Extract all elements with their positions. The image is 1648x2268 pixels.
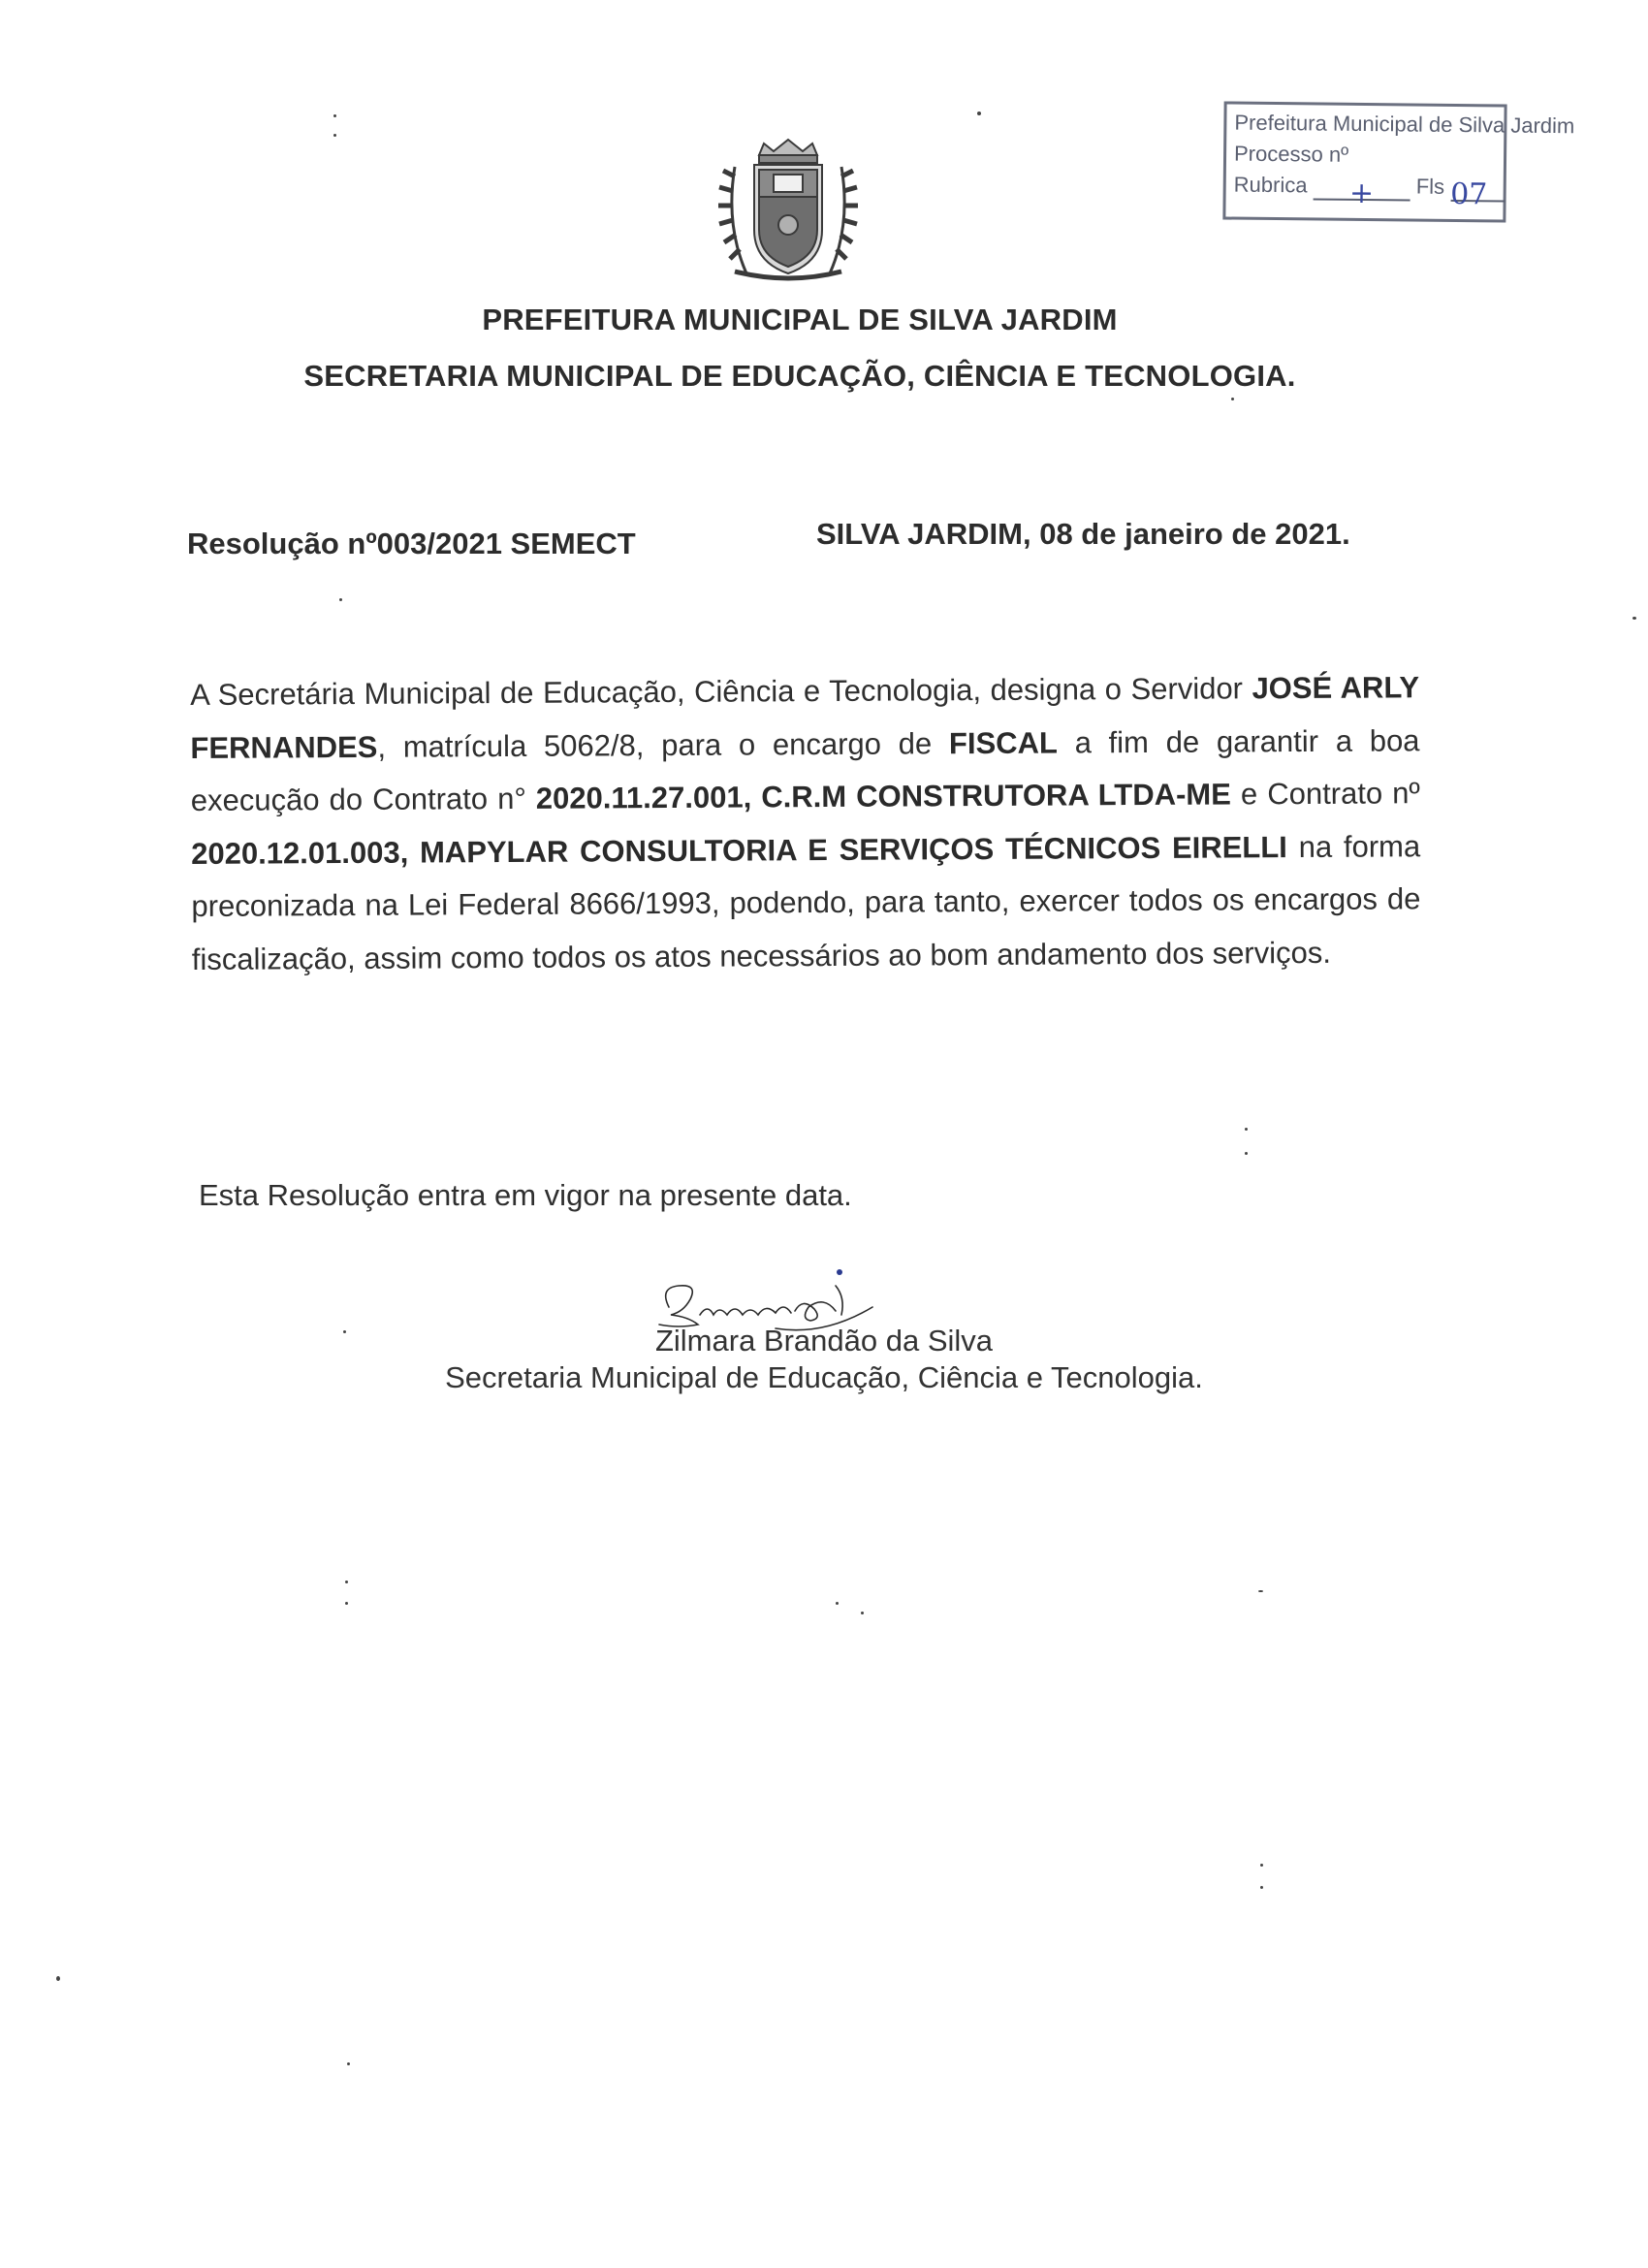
signatory-name: Zilmara Brandão da Silva xyxy=(654,1324,994,1358)
scan-speck xyxy=(333,114,336,117)
scan-speck xyxy=(1258,1590,1263,1592)
stamp-fls-value: 07 xyxy=(1449,176,1488,212)
scan-speck xyxy=(836,1602,839,1605)
body-text-e: na forma preconizada na Lei Federal 8666/1993, podendo, para tanto, exercer todos os encargos de fiscalização, assim como todos os atos necessários ao bom andamento dos serviços. xyxy=(191,828,1421,976)
scan-speck xyxy=(1245,1128,1248,1131)
stamp-line-3 xyxy=(1233,171,1505,212)
signatory-role: Secretaria Municipal de Educação, Ciência e Tecnologia. xyxy=(445,1360,1203,1394)
contract-1: 2020.11.27.001, C.R.M CONSTRUTORA LTDA-ME xyxy=(535,777,1231,815)
body-text-a: A Secretária Municipal de Educação, Ciência e Tecnologia, designa o Servidor xyxy=(190,671,1252,712)
body-text-d: e Contrato nº xyxy=(1230,776,1420,812)
scan-speck xyxy=(345,1581,348,1583)
server-name: JOSÉ ARLY FERNANDES xyxy=(190,670,1420,765)
resolution-body xyxy=(190,661,1421,986)
contract-2: 2020.12.01.003, MAPYLAR CONSULTORIA E SERVIÇOS TÉCNICOS EIRELLI xyxy=(191,829,1287,871)
scan-speck xyxy=(1245,1152,1248,1155)
organization-title: PREFEITURA MUNICIPAL DE SILVA JARDIM xyxy=(482,303,1118,336)
stamp-rubric-label: Rubrica xyxy=(1233,172,1308,198)
resolution-place-date: SILVA JARDIM, 08 de janeiro de 2021. xyxy=(816,517,1350,551)
body-text-b: , matrícula 5062/8, para o encargo de xyxy=(377,725,950,764)
body-text-c: a fim de garantir a boa execução do Contrato n° xyxy=(190,722,1420,817)
scan-speck xyxy=(861,1612,864,1614)
scan-speck xyxy=(343,1330,346,1333)
stamp-line-2: Processo nº xyxy=(1233,141,1349,167)
scan-speck xyxy=(1632,617,1636,620)
scan-speck xyxy=(347,2062,350,2065)
scan-speck xyxy=(339,598,342,601)
scan-speck xyxy=(977,112,981,115)
scan-speck xyxy=(333,134,336,137)
scan-speck xyxy=(1231,398,1234,400)
scan-speck xyxy=(1260,1886,1263,1889)
scan-speck xyxy=(1260,1864,1263,1867)
scan-speck xyxy=(56,1976,60,1981)
scan-speck xyxy=(345,1602,348,1605)
protocol-stamp xyxy=(1222,101,1575,222)
effective-clause: Esta Resolução entra em vigor na presente data. xyxy=(199,1178,852,1212)
department-title: SECRETARIA MUNICIPAL DE EDUCAÇÃO, CIÊNCIA E TECNOLOGIA. xyxy=(303,359,1296,393)
stamp-rubric-mark: + xyxy=(1348,176,1375,211)
stamp-fls-label: Fls xyxy=(1415,174,1445,199)
resolution-number: Resolução nº003/2021 SEMECT xyxy=(187,527,636,560)
coat-of-arms-icon xyxy=(706,138,871,283)
stamp-line-1: Prefeitura Municipal de Silva Jardim xyxy=(1234,110,1575,139)
assigned-role: FISCAL xyxy=(948,725,1058,760)
